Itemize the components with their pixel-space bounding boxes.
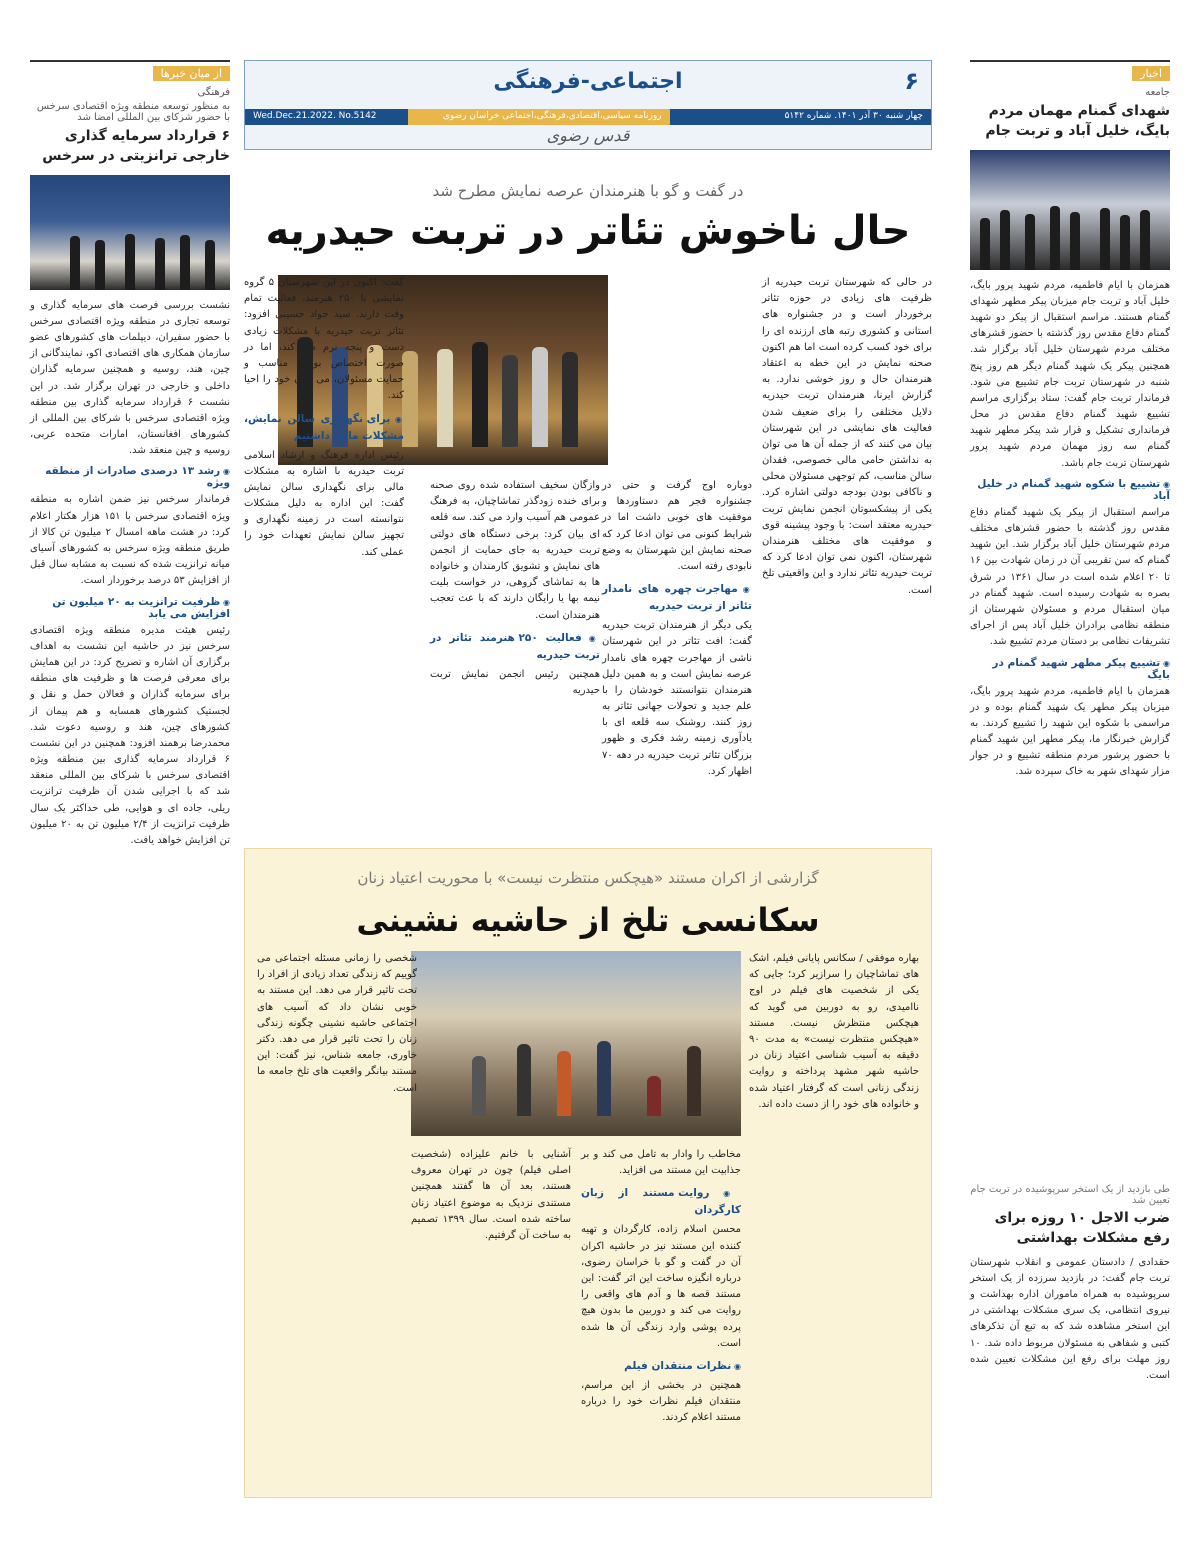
- page-number: ۶: [904, 67, 919, 95]
- feature-subhead: ◉ روایت مستند از زبان کارگردان: [581, 1185, 741, 1219]
- article-column: [602, 478, 752, 780]
- brief-headline: ضرب الاجل ۱۰ روزه برای رفع مشکلات بهداشتی: [994, 1210, 1170, 1247]
- section-tag: [30, 60, 230, 81]
- article-subhead: ◉ فعالیت ۲۵۰ هنرمند تئاتر در تربت حیدریه: [430, 630, 600, 664]
- sidebar-headline: شهدای گمنام مهمان مردم بایگ، خلیل آباد و تربت جام: [985, 103, 1170, 140]
- article-text: گفت: اکنون در این شهرستان ۵ گروه نمایشی با ۲۵۰ هنرمند، فعالیت تمام وقت دارند. سید جواد حسینی افزود: تئاتر تربت حیدریه با مشکلات زیادی دست و پنجه نرم می کند، اما در صورت اختصاص بودجه مناسب و حمایت مسئولان، می توان خود را احیا کند.: [244, 277, 404, 402]
- feature-text: آشنایی با خانم علیزاده (شخصیت اصلی فیلم) چون در تهران معروف هستند، بعد آن ها گفتند همچنین مستندی نزدیک به موضوع اعتیاد زنان ساخته شده است. سال ۱۳۹۹ تصمیم به ساخت آن گرفتیم.: [411, 1149, 572, 1241]
- feature-box: [244, 848, 932, 1498]
- article-text: وازگان سخیف استفاده شده روی صحنه برای خنده زودگذر تماشاچیان، به فرهنگ عمومی هم آسیب وارد می کند. سه قلعه ای بیان کرد: برخی دستگاه های دولتی تربت حیدریه به جای حمایت از انجمن های نمایش و تشویق کارمندان و خانواده ها به تماشای گروهی، در خواست بلیت نیمه بها یا رایگان دارند که با عث تعجب هنرمندان است.: [430, 480, 600, 621]
- feature-text: شخصی را زمانی مسئله اجتماعی می گوییم که زندگی تعداد زیادی از افراد را تحت تاثیر قرار می دهد. این مستند به خوبی نشان داد که آسیب های اجتماعی حاشیه نشینی چگونه زندگی زنان را تحت تاثیر قرار می دهد. دکتر خاوری، جامعه شناس، نیز گفت: این مستند بیانگر واقعیت های تلخ جامعه ما است.: [257, 953, 417, 1094]
- date-english: Wed.Dec.21.2022. No.5142: [245, 109, 408, 125]
- feature-text: بهاره موفقی / سکانس پایانی فیلم، اشک های تماشاچیان را سرازیر کرد؛ جایی که یکی از شخصیت های فیلم در اوج ناامیدی، رو به دوربین می گوید که هیچکس منتظرش نیست. مستند «هیچکس منتظرت نیست» به مدت ۹۰ دقیقه به آسیب شناسی اعتیاد زنان در حاشیه شهر مشهد پرداخته و روایت زندگی زنانی است که گرفتار اعتیاد شده و خانواده های خود را از دست داده اند.: [749, 953, 919, 1110]
- article-headline: حال ناخوش تئاتر در تربت حیدریه: [265, 208, 911, 254]
- feature-text: همچنین در بخشی از این مراسم، منتقدان فیلم نظرات خود را درباره مستند اعلام کردند.: [581, 1379, 741, 1424]
- article-column: [762, 275, 932, 599]
- feature-column: [257, 951, 417, 1097]
- sidebar-body: نشست بررسی فرصت های سرمایه گذاری و توسعه تجاری در منطقه ویژه اقتصادی سرخس با حضور سفیران، دیپلمات های کشورهای عضو سازمان همکاری های اقتصادی اکو، نمایندگانی از چین، هند، روسیه و همچنین سرمایه گذاران داخلی و خارجی در تهران برگزار شد. در این نشست ۶ قرارداد سرمایه گذاری بین منطقه ویژه اقتصادی سرخس با شرکای بین المللی از کشورهای افغانستان، امارات متحده عربی، روسیه و چین منعقد شد.: [30, 299, 230, 457]
- sidebar-body: همزمان با ایام فاطمیه، مردم شهید پرور بایگ، خلیل آباد و تربت جام میزبان پیکر مطهر شهدای گمنام هستند. مراسم استقبال از پیکر دو شهید گمنام دفاع مقدس روز گذشته با حضور قشرهای مختلف مردم شهرستان خلیل آباد برگزار شد. همچنین پیکر یک شهید گمنام دیگر هم روز پنج شنبه در شهرستان تربت جام تشییع می شود. فرماندار تربت جام گفت: ستاد برگزاری مراسم تشییع شهید گمنام دفاع مقدس در محل فرمانداری تشکیل و قرار شد پیکر مطهر شهید گمنام سه روز مهمان مردم شهید پرور شهرستان تربت جام باشد.: [970, 279, 1170, 469]
- sidebar-body: رئیس هیئت مدیره منطقه ویژه اقتصادی سرخس نیز در حاشیه این نشست به اهداف برگزاری آن اشاره و تصریح کرد: در این همایش برای معرفی فرصت ها و ظرفیت های منطقه برای سرمایه گذاران و فعالان حمل و نقل و لجستیک کشورهای همسایه و هم پیمان از کشورهای چین، هند و روسیه دعوت شد. محمدرضا برهمند افزود: همچنین در این نشست ۶ قرارداد سرمایه گذاری بین منطقه ویژه اقتصادی سرخس با شرکای بین المللی منعقد شد که با اجرایی شدن آن ظرفیت ترانزیت ریلی، جاده ای و هوایی، طی حداکثر یک سال ظرفیت ترانزیت از ۲/۴ میلیون تن به ۲۰ میلیون تن افزایش خواهد یافت.: [30, 624, 230, 847]
- subsection: فرهنگی: [197, 87, 230, 98]
- sidebar-headline: ۶ قرارداد سرمایه گذاری خارجی ترانزیتی در سرخس: [42, 128, 230, 165]
- sidebar-subhead: ◉ تشییع با شکوه شهید گمنام در خلیل آباد: [970, 478, 1170, 502]
- feature-headline: سکانسی تلخ از حاشیه نشینی: [356, 901, 820, 939]
- documentary-photo: [411, 951, 741, 1136]
- sidebar-body: فرماندار سرخس نیز ضمن اشاره به منطقه ویژه اقتصادی سرخس با ۱۵۱ هزار هکتار اعلام کرد: در هشت ماهه امسال ۲ میلیون تن کالا از طریق منطقه ویژه سرخس به کشورهای آسیای میانه ترانزیت شده که نسبت به مشابه سال قبل از افزایش ۵۳ درصد برخوردار است.: [30, 494, 230, 587]
- feature-text: مخاطب را وادار به تامل می کند و بر جذابیت این مستند می افزاید.: [581, 1149, 741, 1177]
- brief-kicker: طی بازدید از یک استخر سرپوشیده در تربت جام تعیین شد: [970, 1184, 1170, 1206]
- paper-tagline: روزنامه سیاسی،اقتصادی،فرهنگی،اجتماعی خراسان رضوی: [408, 109, 669, 125]
- ceremony-photo: [30, 175, 230, 290]
- article-kicker: در گفت و گو با هنرمندان عرصه نمایش مطرح شد: [432, 182, 744, 200]
- article-text: همچنین رئیس انجمن نمایش تربت حیدریه: [430, 668, 600, 696]
- section-title: اجتماعی-فرهنگی: [493, 69, 683, 94]
- sidebar-subhead: ◉ تشییع پیکر مطهر شهید گمنام در بایگ: [970, 657, 1170, 681]
- brief-body: حقدادی / دادستان عمومی و انقلاب شهرستان تربت جام گفت: در بازدید سرزده از یک استخر سرپوشیده به همراه ماموران اداره بهداشت و نیروی انتظامی، یک سری مشکلات بهداشتی در این استخر مشاهده شد که به تبع آن تذکرهای کتبی و شفاهی به مسئولان مربوط داده شد. ۱۰ روز مهلت برای رفع این مشکلات تعیین شده است.: [970, 1256, 1170, 1381]
- article-text: یکی دیگر از هنرمندان تربت حیدریه گفت: افت تئاتر در این شهرستان ناشی از مهاجرت چهره های نامدار عرصه نمایش است و به همین دلیل هنرمندان نتوانستند خودشان را با علم جدید و تحولات جهانی تئاتر به روز کنند. روشنک سه قلعه ای با یادآوری زمینه رشد فکری و ظهور بزرگان تئاتر تربت حیدریه در دهه ۷۰ اظهار کرد.: [602, 620, 752, 777]
- sidebar-subhead: ◉ رشد ۱۳ درصدی صادرات از منطقه ویژه: [30, 465, 230, 489]
- sidebar-subhead: ◉ ظرفیت ترانزیت به ۲۰ میلیون تن افزایش می یابد: [30, 596, 230, 620]
- article-column: [430, 478, 600, 699]
- tag-label: از میان خبرها: [153, 66, 230, 81]
- newspaper-logo: قدس رضوی: [546, 126, 630, 145]
- subsection: جامعه: [1145, 87, 1170, 98]
- article-text: رئیس اداره فرهنگ و ارشاد اسلامی تربت حیدریه با اشاره به مشکلات مالی برای نگهداری سالن نمایش گفت: این اداره به دلیل مشکلات نتوانسته است در زمینه نگهداری و تجهیز سالن نمایش تعهدات خود را عملی کند.: [244, 449, 404, 558]
- article-column: [244, 275, 404, 561]
- article-subhead: ◉ مهاجرت چهره های نامدار تئاتر از تربت حیدریه: [602, 581, 752, 615]
- article-text: در حالی که شهرستان تربت حیدریه از ظرفیت های زیادی در حوزه تئاتر برخوردار است و در جشنواره های استانی و کشوری رتبه های ارزنده ای را برای خود کسب کرده است اما هم اکنون صحنه نمایش در این خطه به اعتقاد هنرمندان حال و روز خوشی ندارد. به گزارش ایرنا، هنرمندان تربت حیدریه دلایل مختلفی را برای ضعیف شدن فعالیت های نمایشی در این شهرستان بیان می کنند که از جمله آن ها می توان به نداشتن حامی مالی خصوصی، فقدان سالن مناسب، کم توجهی مسئولان محلی و ناکافی بودن بودجه دولتی اشاره کرد. یکی از پیشکسوتان انجمن نمایش تربت حیدریه معتقد است: با وجود پیشینه قوی و موفقیت های مختلف هنرمندان شهرستان، اکنون نمی توان ادعا کرد که تربت حیدریه تئاتر ندارد و این واقعیتی تلخ است.: [762, 277, 932, 596]
- feature-column: [411, 1147, 571, 1244]
- masthead-strip: [245, 109, 931, 125]
- tag-label: اخبار: [1132, 66, 1170, 81]
- funeral-photo: [970, 150, 1170, 270]
- news-sidebar-right: [970, 60, 1170, 781]
- feature-text: محسن اسلام زاده، کارگردان و تهیه کننده این مستند نیز در حاشیه اکران آن در گفت و گو با خراسان رضوی، درباره انگیزه ساخت این اثر گفت: این مستند قصه ها و آدم های واقعی را روایت می کند و دوربین ما بدون هیچ پرده پوشی وارد زندگی آن ها شده است.: [581, 1224, 741, 1349]
- page-masthead: [244, 60, 932, 150]
- news-sidebar-left: [30, 60, 230, 849]
- feature-column: [749, 951, 919, 1113]
- news-brief-bottom: [970, 1184, 1170, 1384]
- feature-subhead: ◉ نظرات منتقدان فیلم: [581, 1358, 741, 1375]
- sidebar-kicker: به منظور توسعه منطقه ویژه اقتصادی سرخس با حضور شرکای بین المللی امضا شد: [36, 101, 230, 123]
- sidebar-body: مراسم استقبال از پیکر یک شهید گمنام دفاع مقدس روز گذشته با حضور قشرهای مختلف مردم شهرستان خلیل آباد برگزار شد. این شهید گمنام که سن تقریبی آن در زمان شهادت بین ۱۶ تا ۲۰ اعلام شده است در سال ۱۳۶۱ در شرق بصره به شهادت رسیده است. شهید گمنام در میان استقبال مردم و مسئولان شهرستان از منطقه نظامی برادران خلیل آباد پس از اجرای تشریفات نظامی بر دستان مردم تشییع شد.: [970, 506, 1171, 648]
- feature-column: [581, 1147, 741, 1426]
- section-tag: [970, 60, 1170, 81]
- article-subhead: ◉ برای نگهداری سالن نمایش، مشکلات مالی داشتیم: [244, 411, 404, 445]
- date-persian: چهار شنبه ۳۰ آذر ۱۴۰۱. شماره ۵۱۴۲: [670, 109, 931, 125]
- article-text: دوباره اوج گرفت و حتی در جشنواره فجر هم دستاوردها و موفقیت های خوبی داشت اما در شرایط کنونی می توان ادعا کرد که صحنه نمایش این شهرستان به وضع نابودی رفته است.: [602, 480, 752, 572]
- feature-kicker: گزارشی از اکران مستند «هیچکس منتظرت نیست» با محوریت اعتیاد زنان: [357, 869, 819, 887]
- sidebar-body: همزمان با ایام فاطمیه، مردم شهید پرور بایگ، میزبان پیکر مطهر یک شهید گمنام بوده و در مراسمی با شکوه این شهید را تشییع کردند. به گزارش خبرنگار ما، پیکر مطهر این شهید گمنام با حضور پرشور مردم منطقه تشییع و در جوار مزار شهدای شهر به خاک سپرده شد.: [970, 685, 1170, 778]
